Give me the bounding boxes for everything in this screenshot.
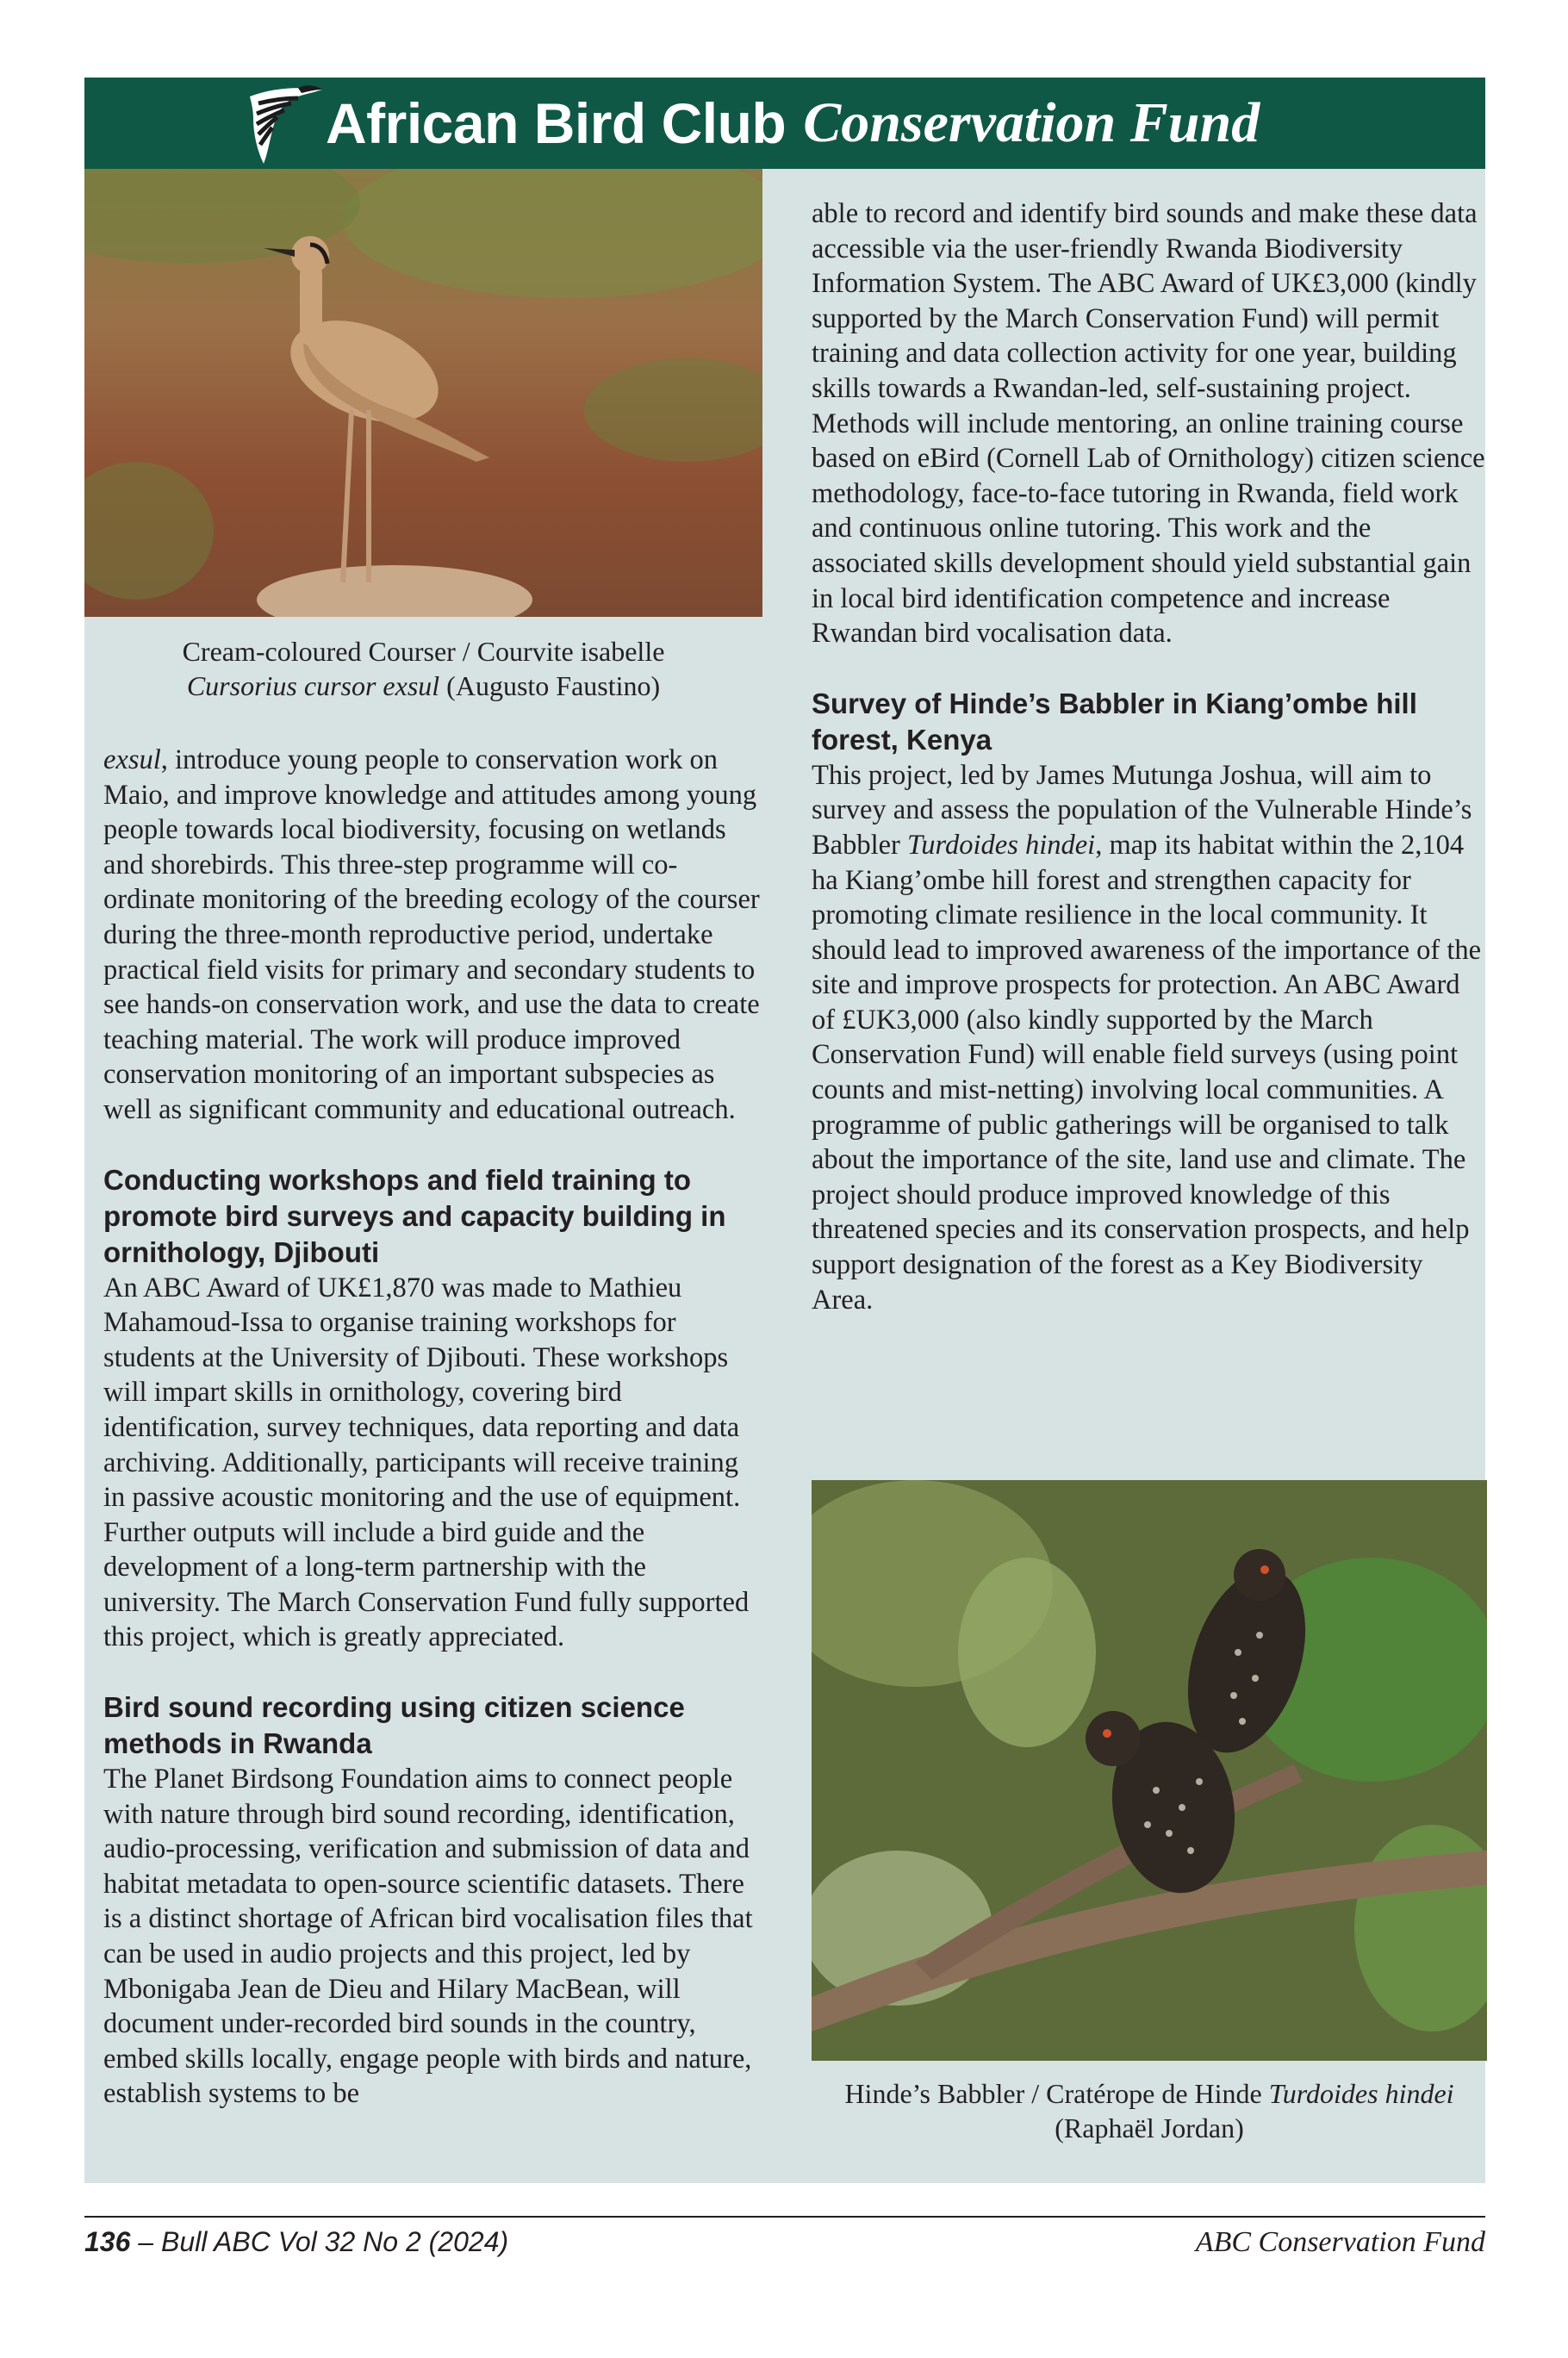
kenya-body-sci: Turdoides hindei (907, 829, 1096, 861)
rwanda-heading: Bird sound recording using citizen science methods in Rwanda (103, 1691, 685, 1760)
header-title (326, 78, 1260, 169)
courser-caption-name: Cream-coloured Courser / Courvite isabelle (182, 636, 665, 667)
djibouti-heading: Conducting workshops and field training to promote bird surveys and capacity building in ornithology, Djibouti (103, 1163, 726, 1268)
page-number: 136 (84, 2226, 131, 2257)
kenya-body (812, 758, 1485, 1318)
babbler-caption-line1 (812, 2076, 1487, 2111)
babbler-photo (812, 1480, 1487, 2061)
footer-section: ABC Conservation Fund (1195, 2226, 1485, 2258)
kenya-heading: Survey of Hinde’s Babbler in Kiang’ombe hill forest, Kenya (812, 687, 1417, 756)
right-column (812, 196, 1485, 1317)
intro-text: , introduce young people to conservation work on Maio, and improve knowledge and attitudes among young people towards local biodiversity, focusing on wetlands and shorebirds. This three-step programme will co-ordinate monitoring of the breeding ecology of the courser during the three-month reproductive period, undertake practical field visits for primary and secondary students to see hands-on conservation work, and use the data to create teaching material. The work will produce improved conservation monitoring of an important subspecies as well as significant community and educational outreach. (103, 744, 760, 1125)
rwanda-body: The Planet Birdsong Foundation aims to connect people with nature through bird sound recording, identification, audio-processing, verification and submission of data and habitat metadata to open-source scientific datasets. There is a distinct shortage of African bird vocalisation files that can be used in audio projects and this project, led by Mbonigaba Jean de Dieu and Hilary MacBean, will document under-recorded bird sounds in the country, embed skills locally, engage people with birds and nature, establish systems to be (103, 1764, 753, 2110)
babbler-caption-credit: (Raphaël Jordan) (1055, 2112, 1244, 2143)
courser-caption-credit: (Augusto Faustino) (446, 670, 661, 701)
intro-paragraph (103, 743, 760, 1128)
header-title-main: African Bird Club (326, 91, 787, 155)
courser-photo (84, 169, 762, 617)
footer-divider (84, 2216, 1485, 2218)
left-column (103, 743, 760, 2112)
babbler-caption (812, 2076, 1487, 2145)
courser-caption-sci: Cursorius cursor exsul (186, 670, 440, 701)
footer-citation (84, 2226, 508, 2258)
kenya-body-b: , map its habitat within the 2,104 ha Kiang’ombe hill forest and strengthen capacity for promoting climate resilience in the local community. It should lead to improved awareness of the importance of the site and improve prospects for protection. An ABC Award of £UK3,000 (also kindly supported by the March Conservation Fund) will enable field surveys (using point counts and mist-netting) involving local communities. A programme of public gatherings will be organised to talk about the importance of the site, land use and climate. The project should produce improved knowledge of this threatened species and its conservation prospects, and help support designation of the forest as a Key Biodiversity Area. (812, 829, 1482, 1316)
djibouti-body: An ABC Award of UK£1,870 was made to Mathieu Mahamoud-Issa to organise training workshops for students at the University of Djibouti. These workshops will impart skills in ornithology, covering bird identification, survey techniques, data reporting and data archiving. Additionally, participants will receive training in passive acoustic monitoring and the use of equipment. Further outputs will include a bird guide and the development of a long-term partnership with the university. The March Conservation Fund fully supported this project, which is greatly appreciated. (103, 1272, 750, 1653)
bird-logo-icon (238, 81, 326, 165)
babbler-caption-sci: Turdoides hindei (1268, 2078, 1454, 2109)
header-banner (84, 78, 1485, 169)
rwanda-continued: able to record and identify bird sounds and make these data accessible via the user-friendly Rwanda Biodiversity Information System. The ABC Award of UK£3,000 (kindly supported by the March Conservation Fund) will permit training and data collection activity for one year, building skills towards a Rwandan-led, self-sustaining project. Methods will include mentoring, an online training course based on eBird (Cornell Lab of Ornithology) citizen science methodology, face-to-face tutoring in Rwanda, field work and continuous online tutoring. This work and the associated skills development should yield substantial gain in local bird identification competence and increase Rwandan bird vocalisation data. (812, 198, 1485, 650)
header-title-sub: Conservation Fund (803, 91, 1260, 154)
intro-sci-name: exsul (103, 744, 161, 775)
babbler-caption-name: Hinde’s Babbler / Cratérope de Hinde (844, 2078, 1262, 2109)
journal-citation: – Bull ABC Vol 32 No 2 (2024) (130, 2226, 509, 2257)
courser-caption (84, 634, 762, 703)
courser-caption-species (84, 669, 762, 703)
kenya-body-a: This project, led by James Mutunga Joshua, will aim to survey and assess the population of the Vulnerable Hinde’s Babbler (812, 759, 1472, 861)
